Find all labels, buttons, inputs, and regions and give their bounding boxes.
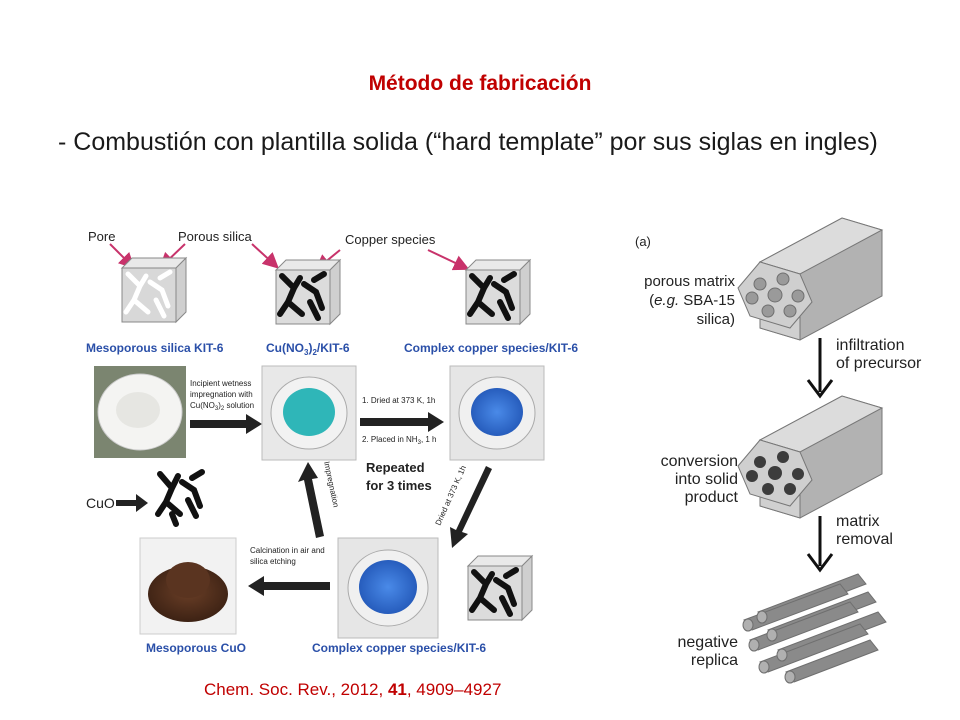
slide-subtitle: - Combustión con plantilla solida (“hard template” por sus siglas en ingles) bbox=[58, 128, 878, 156]
nh3-note-c: , 1 h bbox=[420, 435, 437, 444]
complex-blue-bottom-photo bbox=[338, 538, 438, 638]
calcination-note-2: silica etching bbox=[250, 557, 296, 566]
left-synthesis-diagram bbox=[86, 229, 578, 655]
dry-arrow bbox=[360, 412, 444, 432]
silica-powder-photo bbox=[94, 366, 186, 458]
porous-matrix-label-2 bbox=[649, 292, 735, 309]
cu-kit6-mid: ) bbox=[308, 341, 313, 355]
negative-label-1: negative bbox=[677, 634, 738, 651]
porous-matrix-label-1: porous matrix bbox=[644, 273, 735, 290]
complex-blue-photo bbox=[450, 366, 544, 460]
citation-suffix: , 4909–4927 bbox=[406, 680, 502, 699]
dried-diag-arrow bbox=[434, 464, 492, 548]
impregnation-note-3d: 2 bbox=[220, 406, 225, 412]
kit6-stage-label: Mesoporous silica KIT-6 bbox=[86, 341, 224, 355]
slide-title: Método de fabricación bbox=[368, 72, 592, 95]
negative-replica-rods bbox=[743, 574, 886, 683]
cu-kit6-suffix: /KIT-6 bbox=[316, 341, 350, 355]
copper-species-label: Copper species bbox=[345, 232, 436, 247]
porous-matrix-rest: SBA-15 bbox=[679, 292, 735, 309]
complex-bottom-cube-icon bbox=[468, 556, 532, 620]
nh3-note-a: 2. Placed in NH bbox=[362, 435, 418, 444]
infiltration-arrow bbox=[808, 338, 832, 396]
impregnation-diag-label: Impregnation bbox=[322, 460, 341, 509]
impregnation-note-3e: solution bbox=[224, 401, 255, 410]
filled-matrix-prism bbox=[738, 396, 882, 518]
impregnation-note-2: impregnation with bbox=[190, 390, 253, 399]
pore-label: Pore bbox=[88, 229, 116, 244]
cuo-label: CuO bbox=[86, 495, 115, 511]
dried-note: 1. Dried at 373 K, 1h bbox=[362, 396, 436, 405]
calcination-arrow bbox=[248, 576, 330, 596]
porous-matrix-eg: e.g. bbox=[654, 292, 680, 309]
impregnation-note-3a: Cu(NO bbox=[190, 401, 215, 410]
infiltration-label-2: of precursor bbox=[836, 355, 922, 372]
citation-volume: 41 bbox=[387, 680, 407, 699]
calcination-note-1: Calcination in air and bbox=[250, 546, 325, 555]
conversion-label-2: into solid bbox=[674, 471, 738, 488]
impregnation-diag-arrow bbox=[298, 461, 341, 538]
impregnation-arrow bbox=[190, 414, 262, 434]
citation-prefix: Chem. Soc. Rev., 2012, bbox=[204, 680, 388, 699]
cu-pointer bbox=[252, 244, 276, 266]
cu-kit6-cube-icon bbox=[276, 260, 340, 324]
impregnation-note-3c: ) bbox=[218, 401, 221, 410]
dried-diag-label: Dried at 373 K, 1h bbox=[433, 464, 469, 527]
cu-kit6-prefix: Cu(NO bbox=[266, 341, 304, 355]
conversion-label-3: product bbox=[684, 489, 738, 506]
nh3-note bbox=[362, 435, 437, 446]
nh3-note-b: 3 bbox=[417, 440, 421, 446]
complex-bottom-stage-label: Complex copper species/KIT-6 bbox=[312, 641, 487, 655]
porous-silica-label: Porous silica bbox=[178, 229, 252, 244]
copper-pointer-2 bbox=[428, 250, 466, 268]
impregnation-note-3 bbox=[190, 401, 254, 412]
kit6-cube-icon bbox=[122, 258, 186, 322]
mesoporous-cuo-label: Mesoporous CuO bbox=[146, 641, 247, 655]
repeated-label-2: for 3 times bbox=[366, 478, 432, 493]
porous-matrix-prism bbox=[738, 218, 882, 340]
repeated-label-1: Repeated bbox=[366, 460, 425, 475]
panel-label: (a) bbox=[635, 234, 651, 249]
cuo-arrow bbox=[116, 494, 148, 512]
cu-solution-photo bbox=[262, 366, 356, 460]
complex-top-stage-label: Complex copper species/KIT-6 bbox=[404, 341, 579, 355]
porous-matrix-label-3: silica) bbox=[696, 311, 735, 328]
removal-label-2: removal bbox=[836, 531, 893, 548]
conversion-label-1: conversion bbox=[660, 453, 738, 470]
cu-kit6-sub1: 3 bbox=[304, 348, 309, 357]
impregnation-note-1: Incipient wetness bbox=[190, 379, 252, 388]
removal-arrow bbox=[808, 516, 832, 570]
cuo-network-icon bbox=[158, 472, 202, 524]
infiltration-label-1: infiltration bbox=[836, 337, 905, 354]
right-template-diagram bbox=[635, 218, 922, 683]
cu-kit6-stage-label bbox=[266, 341, 350, 357]
cu-kit6-sub2: 2 bbox=[312, 348, 317, 357]
removal-label-1: matrix bbox=[836, 513, 880, 530]
negative-label-2: replica bbox=[690, 652, 738, 669]
impregnation-note-3b: 3 bbox=[214, 406, 219, 412]
complex-cube-icon bbox=[466, 260, 530, 324]
cuo-powder-photo bbox=[140, 538, 236, 634]
porous-matrix-open: ( bbox=[649, 292, 655, 309]
